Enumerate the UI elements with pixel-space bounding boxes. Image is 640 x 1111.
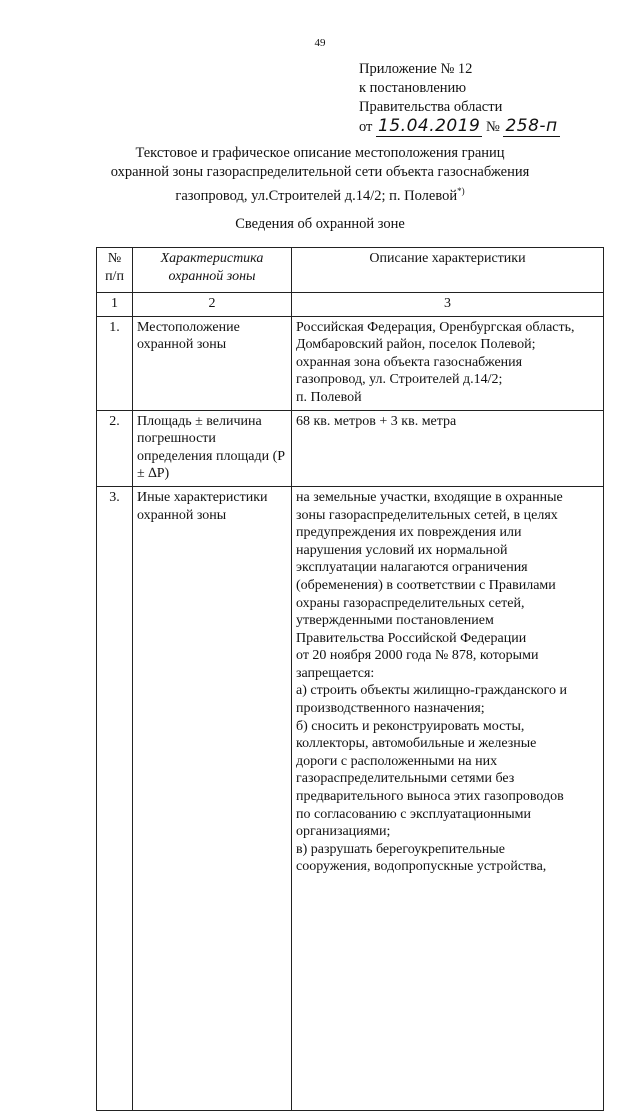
- header-number: № п/п: [97, 248, 133, 293]
- column-number-1: 1: [97, 293, 133, 317]
- description-line: утвержденными постановлением: [296, 613, 494, 629]
- description-line: Домбаровский район, поселок Полевой;: [296, 337, 536, 353]
- table-row: [97, 316, 604, 410]
- description-line: запрещается:: [296, 665, 375, 681]
- description-line: охранная зона объекта газоснабжения: [296, 354, 523, 370]
- appendix-line-2: к постановлению: [359, 80, 467, 96]
- description-line: б) сносить и реконструировать мосты,: [296, 718, 525, 734]
- table-row: [97, 486, 604, 1110]
- number-prefix: №: [486, 119, 500, 135]
- row-description: [292, 486, 604, 1110]
- description-line: организациями;: [296, 824, 391, 840]
- row-description: [292, 316, 604, 410]
- description-line: газораспределительными сетями без: [296, 771, 515, 787]
- description-line: п. Полевой: [296, 389, 362, 405]
- description-line: (обременения) в соответствии с Правилами: [296, 577, 556, 593]
- description-line: от 20 ноября 2000 года № 878, которыми: [296, 648, 539, 664]
- table-header-row: [97, 248, 604, 293]
- description-line: сооружения, водопропускные устройства,: [296, 859, 547, 875]
- description-line: Правительства Российской Федерации: [296, 630, 527, 646]
- row-characteristic: Иные характеристики охранной зоны: [133, 486, 292, 1110]
- description-line: по согласованию с эксплуатационными: [296, 806, 531, 822]
- appendix-block: [359, 60, 560, 137]
- handwritten-number: 258-п: [505, 116, 558, 136]
- column-number-3: 3: [292, 293, 604, 317]
- description-line: в) разрушать берегоукрепительные: [296, 841, 506, 857]
- section-subtitle: Сведения об охранной зоне: [235, 216, 405, 232]
- description-line: на земельные участки, входящие в охранные: [296, 489, 563, 505]
- appendix-date-line: [359, 117, 560, 137]
- protection-zone-table: [96, 247, 604, 1111]
- column-number-2: 2: [133, 293, 292, 317]
- header-description: Описание характеристики: [292, 248, 604, 293]
- description-line: охраны газораспределительных сетей,: [296, 595, 525, 611]
- description-line: газопровод, ул. Строителей д.14/2;: [296, 372, 503, 388]
- handwritten-date: 15.04.2019: [378, 116, 481, 136]
- table-row: [97, 410, 604, 486]
- title-line-3: [90, 182, 550, 206]
- row-number: 2.: [97, 410, 133, 486]
- appendix-line-3: Правительства области: [359, 99, 503, 115]
- row-characteristic: Площадь ± величина погрешности определения площади (Р ± ∆Р): [133, 410, 292, 486]
- row-number: 1.: [97, 316, 133, 410]
- date-prefix: от: [359, 119, 373, 135]
- title-line-3-text: газопровод, ул.Строителей д.14/2; п. Полевой: [175, 187, 458, 204]
- title-line-2: охранной зоны газораспределительной сети объекта газоснабжения: [110, 164, 530, 180]
- description-line: дороги с расположенными на них: [296, 753, 498, 769]
- description-line: коллекторы, автомобильные и железные: [296, 736, 537, 752]
- document-title: [90, 144, 550, 206]
- description-line: предварительного выноса этих газопроводов: [296, 789, 564, 805]
- description-clip: [296, 489, 599, 1107]
- row-characteristic: Местоположение охранной зоны: [133, 316, 292, 410]
- description-line: предупреждения их повреждения или: [296, 525, 522, 541]
- row-number: 3.: [97, 486, 133, 1110]
- description-line: нарушения условий их нормальной: [296, 542, 508, 558]
- page-number: 49: [314, 37, 326, 49]
- description-line: Российская Федерация, Оренбургская область,: [296, 319, 575, 335]
- title-line-1: Текстовое и графическое описание местоположения границ: [135, 145, 505, 161]
- description-line: зоны газораспределительных сетей, в целях: [296, 507, 558, 523]
- row-description: [292, 410, 604, 486]
- description-line: производственного назначения;: [296, 701, 485, 717]
- column-number-row: [97, 293, 604, 317]
- description-line: а) строить объекты жилищно-гражданского и: [296, 683, 567, 699]
- description-line: 68 кв. метров + 3 кв. метра: [296, 413, 457, 429]
- footnote-mark: *): [457, 186, 465, 196]
- header-characteristic: Характеристика охранной зоны: [133, 248, 292, 293]
- appendix-line-1: Приложение № 12: [359, 61, 473, 77]
- description-line: эксплуатации налагаются ограничения: [296, 560, 528, 576]
